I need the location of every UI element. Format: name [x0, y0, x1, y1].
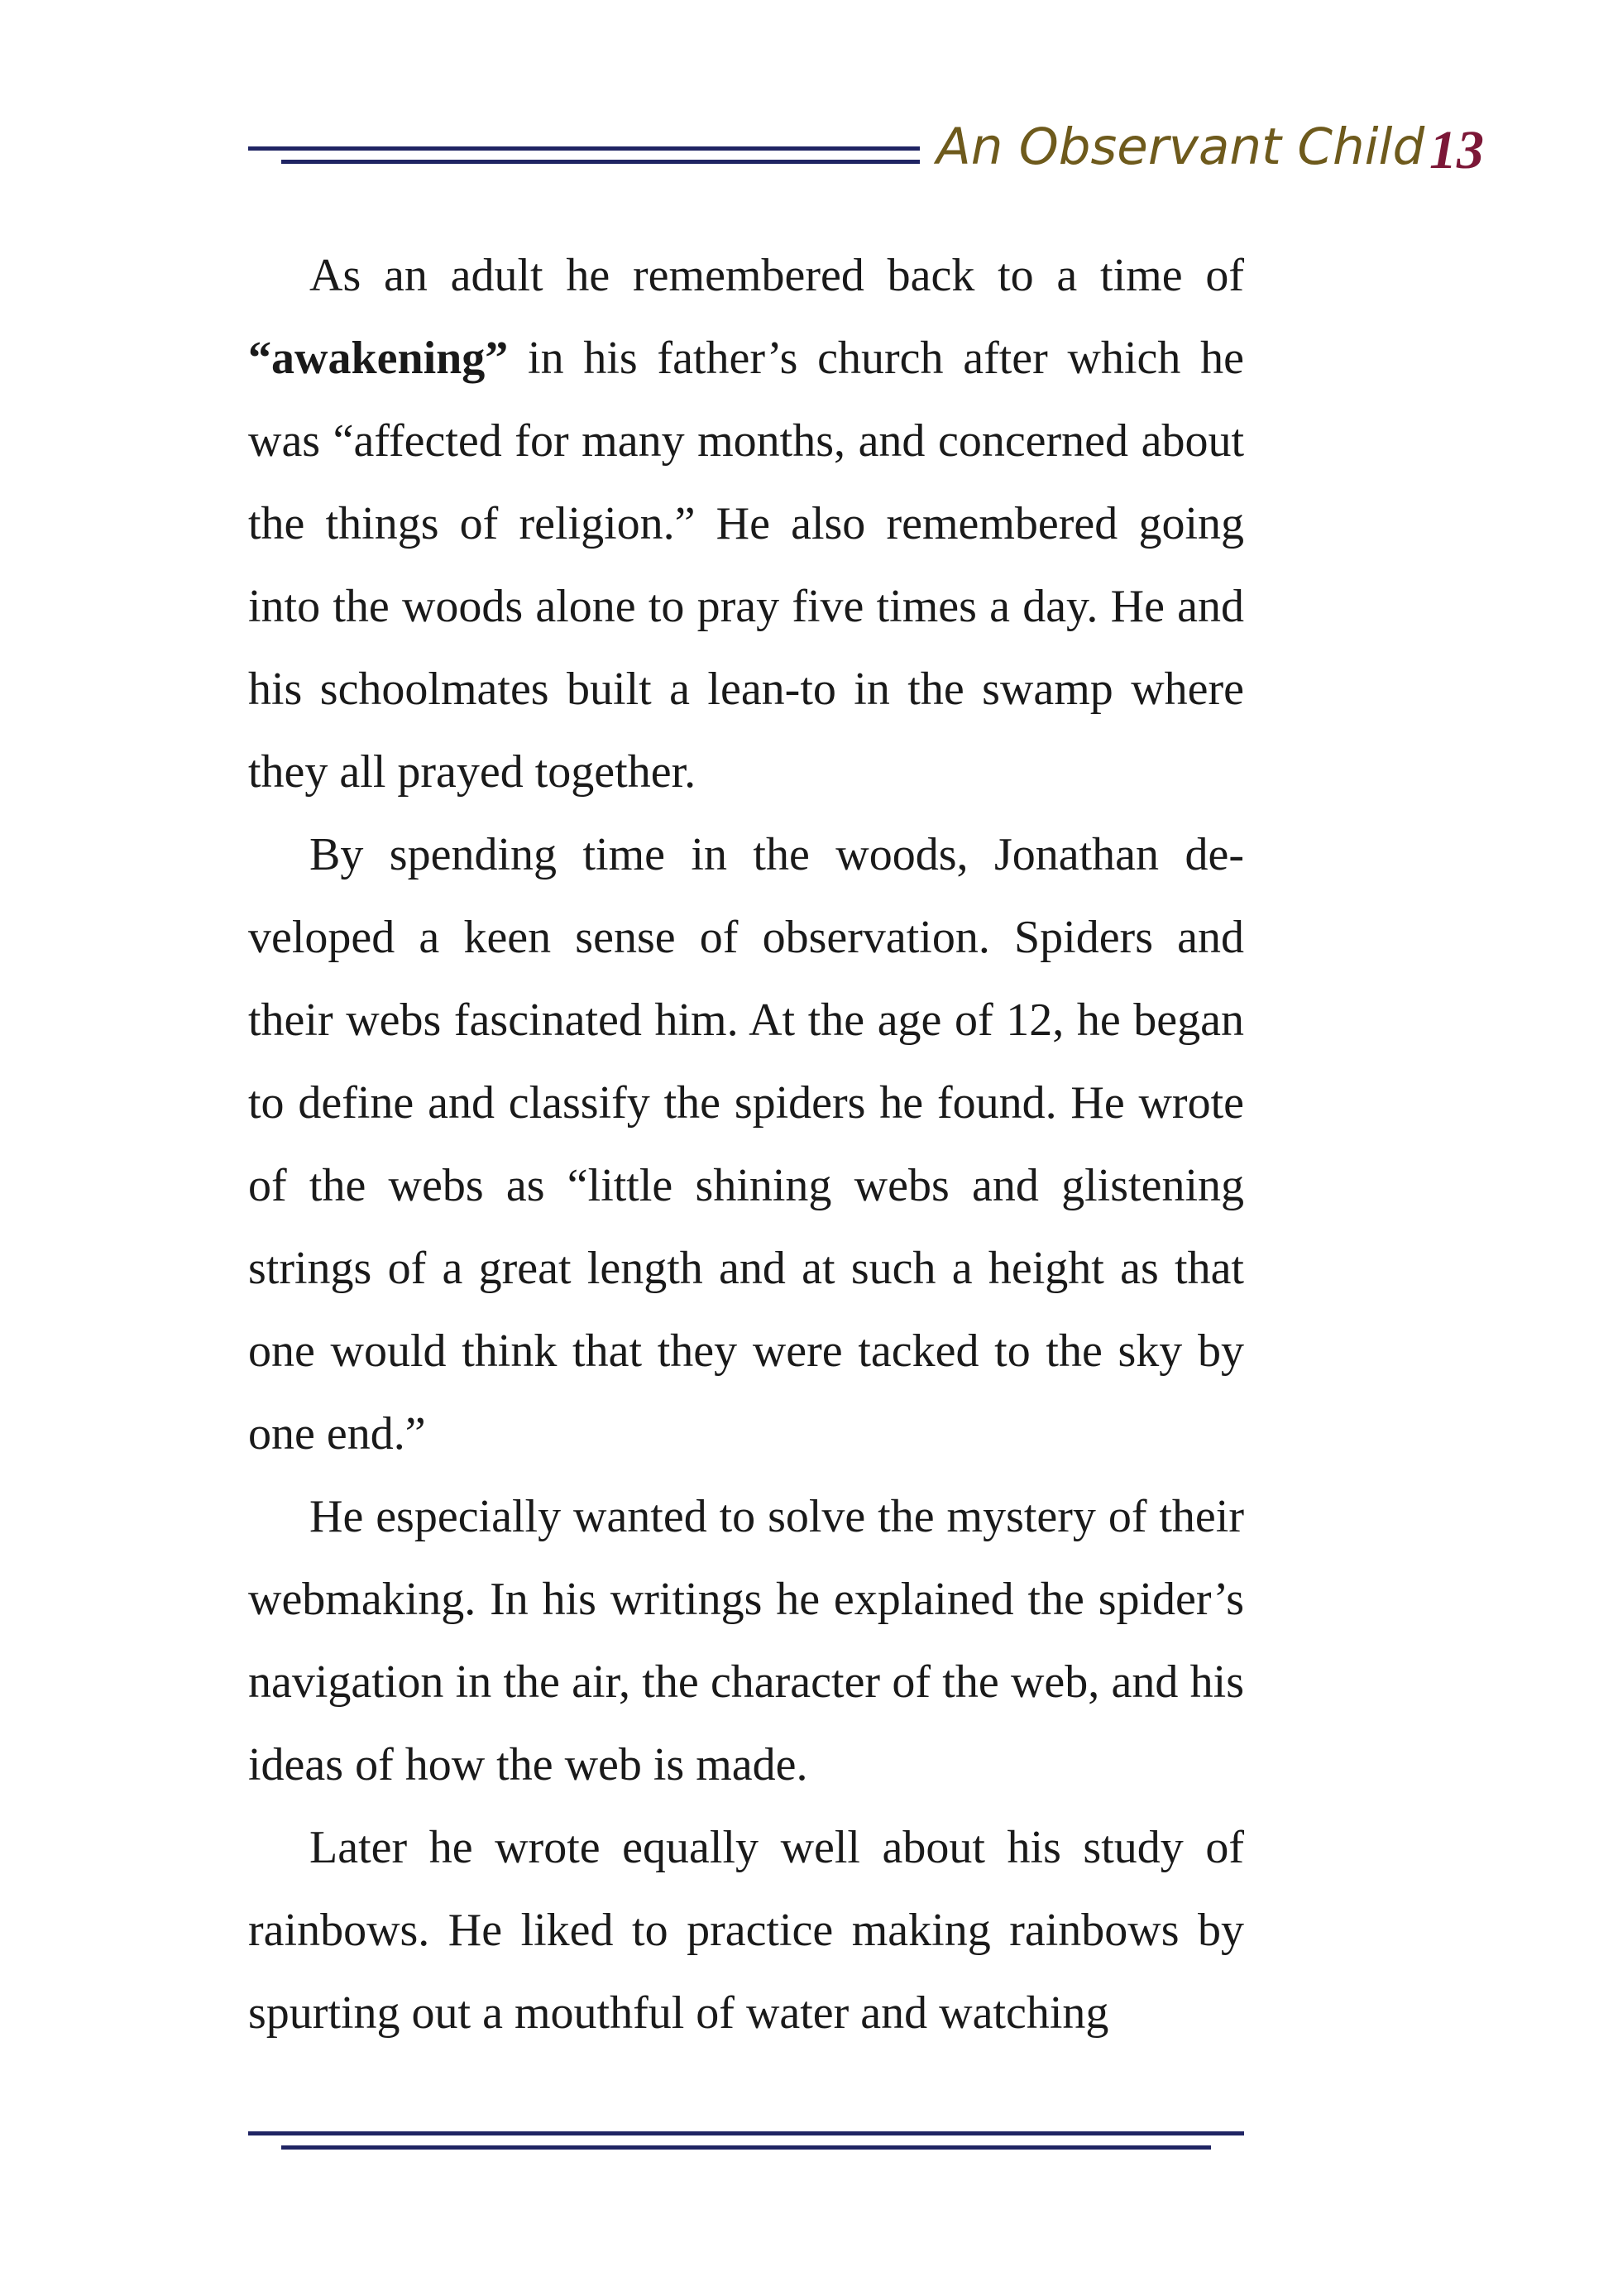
footer-rule-bottom [281, 2145, 1211, 2150]
chapter-title: An Observant Child [936, 117, 1425, 176]
paragraph-3: He especially wanted to solve the mystery of their webmaking. In his writings he explained the spider’s navigation in the air, the character of the web, and his ideas of how the web is made. [248, 1491, 1244, 1790]
page-number: 13 [1429, 120, 1484, 180]
paragraph-1-lead: As an adult he remembered back to a time of [309, 250, 1244, 301]
body-text [248, 234, 1244, 2054]
footer-rule-top [248, 2131, 1244, 2135]
paragraph-1 [248, 234, 1244, 813]
paragraph-2: By spending time in the woods, Jonathan developed a keen sense of observation. Spiders and their webs fascinated him. At the age of 12, he began to define and classify the spiders he found. He wrote of the webs as “little shining webs and glistening strings of a great length and at such a height as that one would think that they were tacked to the sky by one end.” [248, 829, 1244, 1460]
paragraph-1-rest: in his father’s church after which he was “affected for many months, and concerned about the things of religion.” He also remembered going into the woods alone to pray five times a day. He and his schoolmates built a lean-to in the swamp where they all prayed together. [248, 333, 1244, 798]
paragraph-4: Later he wrote equally well about his study of rainbows. He liked to practice making rainbows by spurting out a mouthful of water and watching [248, 1822, 1244, 2039]
header-rule-top [248, 146, 920, 151]
header-rule-bottom [281, 160, 920, 164]
emphasis-awakening: “awakening” [248, 333, 509, 384]
